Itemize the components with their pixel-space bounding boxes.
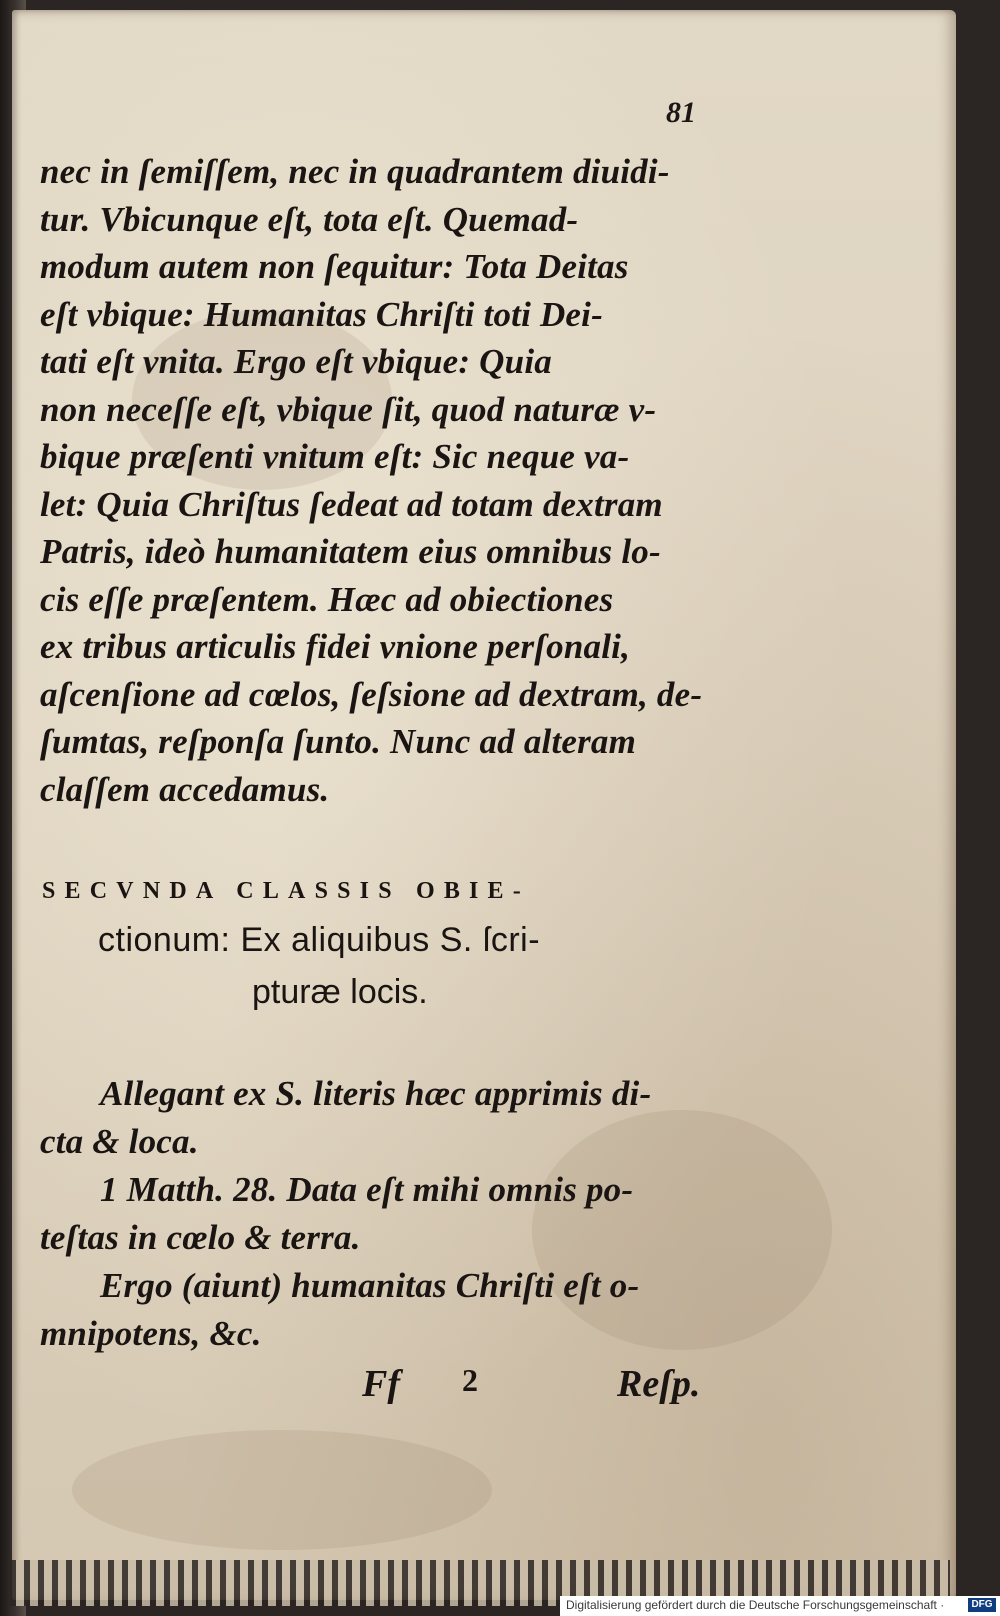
text-line: Allegant ex S. literis hæc apprimis di- [100,1074,652,1113]
body-text [40,148,730,813]
signature-number: 2 [462,1362,478,1398]
heading-line: SECVNDA CLASSIS OBIE- [42,878,530,904]
heading-line: pturæ locis. [252,973,428,1011]
dfg-logo: DFG [968,1598,996,1612]
text-line: let: Quia Chriſtus ſedeat ad totam dextram [40,484,663,524]
text-line: aſcenſione ad cœlos, ſeſsione ad dextram, de- [40,674,703,714]
text-line: nec in ſemiſſem, nec in quadrantem diuidi- [40,152,670,191]
text-line: cta & loca. [40,1122,199,1161]
paper-stain [72,1430,492,1550]
text-line: Patris, ideò humanitatem eius omnibus lo- [40,532,661,571]
text-line: 1 Matth. 28. Data eſt mihi omnis po- [100,1170,634,1209]
text-line: Ergo (aiunt) humanitas Chriſti eſt o- [100,1266,640,1305]
signature-mark: Ff [362,1363,400,1405]
text-line: eſt vbique: Humanitas Chriſti toti Dei- [40,294,603,334]
text-line: ſumtas, reſponſa ſunto. Nunc ad alteram [40,722,637,761]
text-line: teſtas in cœlo & terra. [40,1218,361,1257]
page-number: 81 [666,96,696,129]
section-heading [42,878,732,1018]
body-text-second [40,1070,730,1358]
catchword: Reſp. [617,1363,701,1405]
page-footer-line [12,1362,956,1412]
text-line: bique præſenti vnitum eſt: Sic neque va- [40,437,630,476]
text-line: modum autem non ſequitur: Tota Deitas [40,247,629,286]
book-page [12,10,956,1600]
text-line: claſſem accedamus. [40,769,330,809]
text-line: cis eſſe præſentem. Hæc ad obiectiones [40,579,614,619]
text-line: tati eſt vnita. Ergo eſt vbique: Quia [40,342,552,381]
heading-line: ctionum: Ex aliquibus S. ſcri- [98,921,541,959]
text-line: non neceſſe eſt, vbique ſit, quod naturæ v- [40,389,657,429]
text-line: ex tribus articulis fidei vnione perſonali, [40,627,631,666]
text-line: mnipotens, &c. [40,1314,262,1353]
credit-text: Digitalisierung gefördert durch die Deutsche Forschungsgemeinschaft · [566,1598,945,1612]
text-line: tur. Vbicunque eſt, tota eſt. Quemad- [40,199,579,239]
